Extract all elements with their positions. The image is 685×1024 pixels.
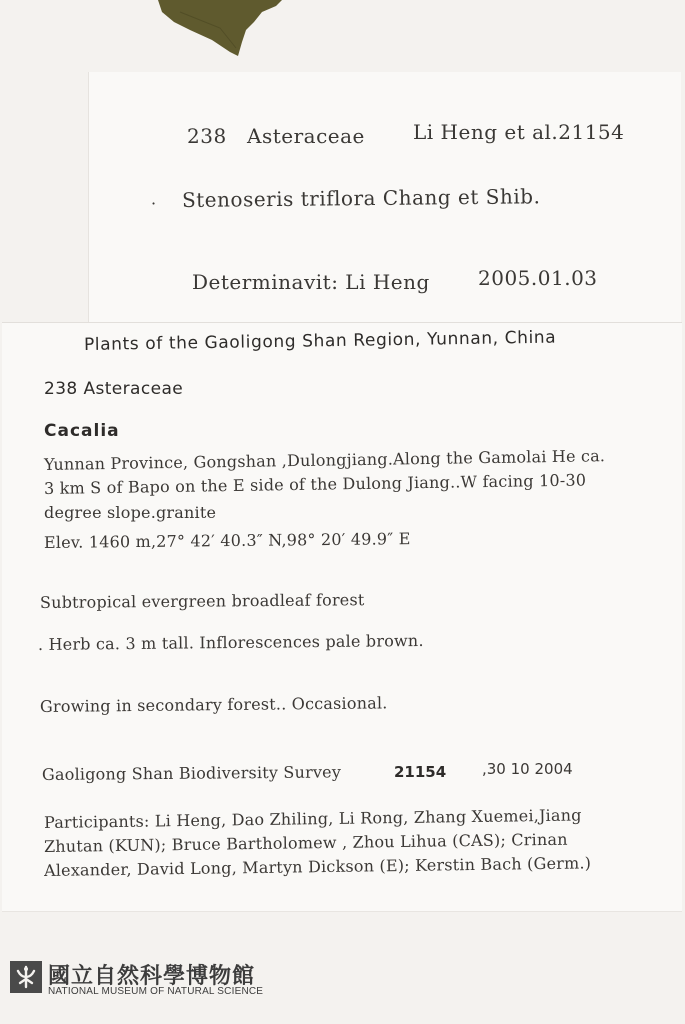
label-family: 238 Asteraceae [44, 379, 184, 399]
participants-line-1: Participants: Li Heng, Dao Zhiling, Li Rong, Zhang Xuemei,Jiang [43, 805, 582, 832]
elevation-coordinates: Elev. 1460 m,27° 42′ 40.3″ N,98° 20′ 49.9″ E [43, 529, 411, 552]
collection-label [2, 322, 682, 911]
det-taxon-name: Stenoseris triflora Chang et Shib. [181, 184, 541, 212]
locality-line-1: Yunnan Province, Gongshan ,Dulongjiang.Along the Gamolai He ca. [43, 446, 606, 474]
growing-notes: Growing in secondary forest.. Occasional. [39, 693, 388, 716]
determination-label [88, 72, 681, 327]
det-family-number: 238 [187, 124, 227, 148]
det-determiner: Determinavit: Li Heng [192, 270, 430, 294]
locality-line-2: 3 km S of Bapo on the E side of the Dulong Jiang..W facing 10-30 [43, 470, 587, 498]
det-bullet: · [151, 194, 157, 213]
habitat: Subtropical evergreen broadleaf forest [39, 590, 365, 612]
participants-line-3: Alexander, David Long, Martyn Dickson (E); Kerstin Bach (Germ.) [43, 853, 592, 880]
det-collector-number: Li Heng et al.21154 [413, 120, 625, 144]
label-genus: Cacalia [44, 421, 120, 441]
plant-description: . Herb ca. 3 m tall. Inflorescences pale brown. [37, 630, 424, 654]
label-header: Plants of the Gaoligong Shan Region, Yunnan, China [83, 327, 557, 355]
survey-number: 21154 [394, 763, 447, 781]
institution-name-english: NATIONAL MUSEUM OF NATURAL SCIENCE [48, 986, 264, 997]
museum-logo-icon [10, 961, 42, 993]
det-date: 2005.01.03 [478, 266, 598, 290]
locality-line-3: degree slope.granite [44, 503, 217, 522]
survey-date: ,30 10 2004 [482, 760, 573, 778]
plant-specimen-fragment [150, 0, 290, 58]
institution-footer [0, 915, 685, 1024]
survey-name: Gaoligong Shan Biodiversity Survey [41, 762, 342, 784]
participants-line-2: Zhutan (KUN); Bruce Bartholomew , Zhou Lihua (CAS); Crinan [43, 829, 568, 856]
institution-name-chinese: 國立自然科學博物館 [48, 964, 256, 989]
det-family: Asteraceae [247, 124, 365, 148]
